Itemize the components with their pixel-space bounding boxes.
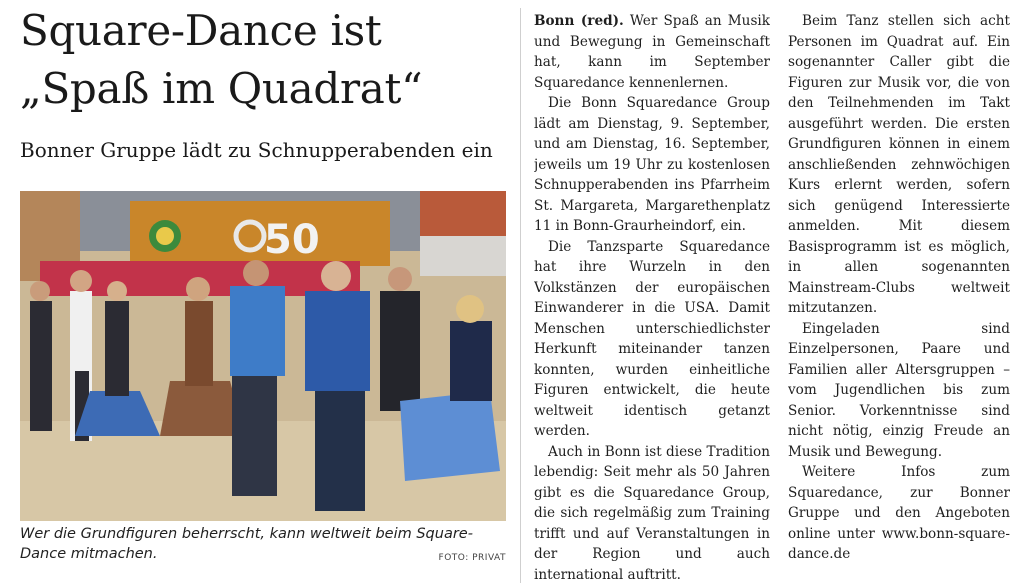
paragraph-2: Die Bonn Squaredance Group lädt am Dienstag, 9. September, und am Dienstag, 16. September, jeweils um 19 Uhr zu kostenlosen Schnupperabenden ins Pfarrheim St. Margareta, Margarethenplatz 11 in Bonn-Graurheindorf, ein. [534, 95, 770, 234]
paragraph-4: Auch in Bonn ist diese Tradition lebendig: Seit mehr als 50 Jahren gibt es die Squaredance Group, die sich regelmäßig zum Training trifft und auf Veranstaltungen in der Region und auch international auftritt. [534, 443, 770, 581]
article-column-1 [534, 11, 770, 581]
dance-photo-illustration [20, 191, 506, 521]
banner-text: 50 [264, 217, 320, 263]
article-photo [20, 191, 506, 521]
paragraph-3: Die Tanzsparte Squaredance hat ihre Wurzeln in den Volkstänzen der europäischen Einwanderer in die USA. Damit Menschen unterschiedlichster Herkunft miteinander tanzen konnten, wurden einheitliche Figuren entwickelt, die heute weltweit identisch getanzt werden. [534, 238, 770, 439]
paragraph-6: Eingeladen sind Einzelpersonen, Paare und Familien aller Altersgruppen – vom Jugendlichen bis zum Senior. Vorkenntnisse sind nicht nötig, einzig Freude an Musik und Bewegung. [788, 320, 1010, 460]
photo-credit: FOTO: PRIVAT [438, 553, 506, 563]
article-column-2 [788, 11, 1010, 581]
dateline: Bonn (red). [534, 13, 624, 29]
subheadline: Bonner Gruppe lädt zu Schnupperabenden ein [20, 138, 493, 162]
column-divider [520, 8, 521, 583]
photo-caption: Wer die Grundfiguren beherrscht, kann weltweit beim Square-Dance mitmachen. [20, 526, 473, 562]
paragraph-7: Weitere Infos zum Squaredance, zur Bonner Gruppe und den Angeboten online unter www.bonn-square-dance.de [788, 464, 1010, 562]
paragraph-1-text: Wer Spaß an Musik und Bewegung in Gemeinschaft hat, kann im September Squaredance kennenlernen. [534, 13, 770, 91]
paragraph-5: Beim Tanz stellen sich acht Personen im Quadrat auf. Ein sogenannter Caller gibt die Figuren zur Musik vor, die von den Teilnehmenden im Takt ausgeführt werden. Die ersten Grundfiguren können in einem anschließenden zehnwöchigen Kurs erlernt werden, sofern sich genügend Interessierte anmelden. Mit diesem Basisprogramm ist es möglich, in allen sogenannten Mainstream-Clubs weltweit mitzutanzen. [788, 13, 1010, 316]
headline-line-1: Square-Dance ist [20, 6, 382, 55]
paragraph-intro [534, 11, 770, 93]
headline-line-2: „Spaß im Quadrat“ [20, 64, 423, 113]
headline [20, 2, 520, 118]
